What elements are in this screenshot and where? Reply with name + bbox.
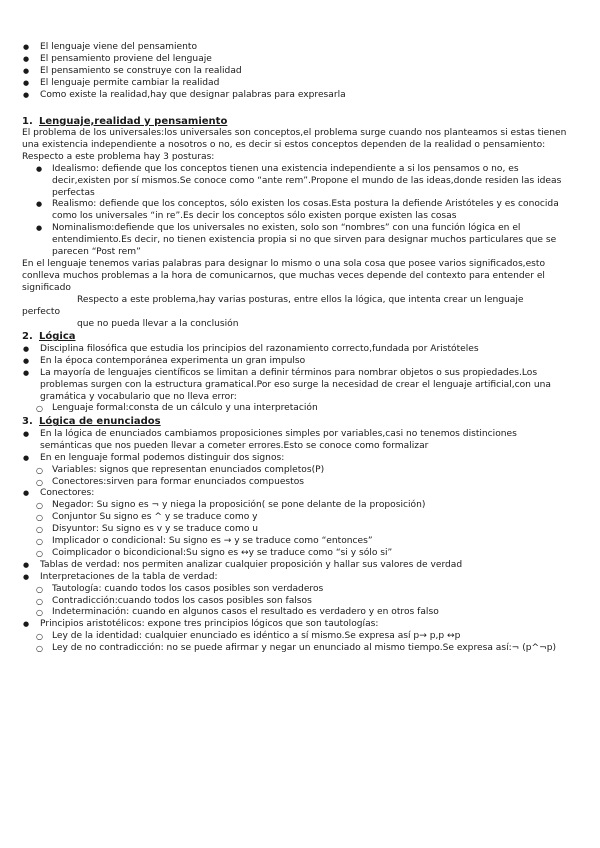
principle-item: ○ Ley de no contradicción: no se puede afirmar y negar un enunciado al mismo tiempo.Se expresa así:¬ (p^¬p) [22, 643, 570, 655]
intro-bullet: ● El lenguaje viene del pensamiento [22, 42, 570, 54]
signs-sub-item: ○ Variables: signos que representan enunciados completos(P) [22, 465, 570, 477]
language-paragraph: En el lenguaje tenemos varias palabras para designar lo mismo o una sola cosa que posee varios significados,esto conlleva muchos problemas a la hora de comunicarnos, que muchas veces depende del contexto para entender el significado [22, 259, 546, 293]
logic-bullet: ● En la época contemporánea experimenta un gran impulso [22, 356, 570, 368]
section-3-number: 3. [22, 416, 33, 428]
logic-bullet-list [22, 344, 570, 404]
section-3-heading [22, 416, 570, 429]
interpretation-item: ○ Tautología: cuando todos los casos posibles son verdaderos [22, 584, 570, 596]
enunciados-bullet: ● Tablas de verdad: nos permiten analizar cualquier proposición y hallar sus valores de verdad [22, 560, 570, 572]
section-3-title: Lógica de enunciados [39, 416, 161, 428]
posture-nominalismo: ● Nominalismo:defiende que los universales no existen, solo son “nombres” con una función lógica en el entendimiento.Es decir, no tienen existencia propia si no que sirven para designar muchos particulares que se parecen “Post rem” [22, 223, 570, 259]
principles-label: Principios aristotélicos: expone tres principios lógicos que son tautologías: [40, 619, 379, 630]
connector-item: ○ Implicador o condicional: Su signo es → y se traduce como “entonces” [22, 536, 570, 548]
section-2-heading [22, 331, 570, 344]
intro-bullet: ● El lenguaje permite cambiar la realidad [22, 78, 570, 90]
connectors-sub-list [22, 500, 570, 560]
logic-sub-list [22, 403, 570, 415]
logic-paragraph-line3: que no pueda llevar a la conclusión [77, 318, 239, 329]
posture-idealismo: ● Idealismo: defiende que los conceptos tienen una existencia independiente a si los pensamos o no, es decir,existen por sí mismos.Se conoce como “ante rem”.Propone el mundo de las ideas,donde residen las ideas perfectas [22, 164, 570, 200]
logic-paragraph-line1: Respecto a este problema,hay varias posturas, entre ellos la lógica, que intenta crear un lenguaje [77, 294, 524, 305]
interpretations-sub-list [22, 584, 570, 620]
connectors-label: Conectores: [40, 488, 95, 499]
interpretations-label: Interpretaciones de la tabla de verdad: [40, 571, 218, 582]
intro-bullet: ● El pensamiento proviene del lenguaje [22, 54, 570, 66]
interpretation-item: ○ Indeterminación: cuando en algunos casos el resultado es verdadero y en otros falso [22, 607, 570, 619]
section-2-number: 2. [22, 331, 33, 343]
section-1-title: Lenguaje,realidad y pensamiento [39, 115, 228, 127]
postures-list [22, 164, 570, 259]
postures-intro: Respecto a este problema hay 3 posturas: [22, 151, 215, 162]
enunciados-bullet [22, 453, 570, 489]
universals-paragraph: El problema de los universales:los universales son conceptos,el problema surge cuando nos planteamos si estas tienen una existencia independiente a nosotros o no, es decir si estos conceptos dependen de la realidad o pensamiento: [22, 128, 567, 150]
enunciados-bullet-list [22, 429, 570, 655]
logic-bullet: ● Disciplina filosófica que estudia los principios del razonamiento correcto,fundada por Aristóteles [22, 344, 570, 356]
intro-bullet: ● El pensamiento se construye con la realidad [22, 66, 570, 78]
intro-bullet: ● Como existe la realidad,hay que designar palabras para expresarla [22, 90, 570, 102]
signs-sub-item: ○ Conectores:sirven para formar enunciados compuestos [22, 477, 570, 489]
enunciados-bullet: ● En la lógica de enunciados cambiamos proposiciones simples por variables,casi no tenemos distinciones semánticas que nos pueden llevar a cometer errores.Esto se conoce como formalizar [22, 429, 570, 453]
principles-sub-list [22, 631, 570, 655]
principle-item: ○ Ley de la identidad: cualquier enunciado es idéntico a sí mismo.Se expresa así p→ p,p ↔p [22, 631, 570, 643]
enunciados-bullet [22, 619, 570, 655]
connector-item: ○ Negador: Su signo es ¬ y niega la proposición( se pone delante de la proposición) [22, 500, 570, 512]
enunciados-bullet [22, 488, 570, 559]
logic-paragraph-line2: perfecto [22, 306, 61, 317]
posture-realismo: ● Realismo: defiende que los conceptos, sólo existen los cosas.Esta postura la defiende Aristóteles y es conocida como los universales “in re”.Es decir los conceptos sólo existen porque existen las cosas [22, 199, 570, 223]
section-1-heading [22, 116, 570, 129]
signs-sub-list [22, 465, 570, 489]
interpretation-item: ○ Contradicción:cuando todos los casos posibles son falsos [22, 596, 570, 608]
connector-item: ○ Disyuntor: Su signo es v y se traduce como u [22, 524, 570, 536]
connector-item: ○ Coimplicador o bicondicional:Su signo es ↔y se traduce como “si y sólo si” [22, 548, 570, 560]
enunciados-bullet [22, 572, 570, 620]
logic-bullet: ● La mayoría de lenguajes científicos se limitan a definir términos para nombrar objetos o sus propiedades.Los problemas surgen con la estructura gramatical.Por eso surge la necesidad de crear el lenguaje artificial,con una gramática y vocabulario que no lleva error: [22, 368, 570, 404]
connector-item: ○ Conjuntor Su signo es ^ y se traduce como y [22, 512, 570, 524]
intro-bullet-list [22, 42, 570, 102]
formal-language-item: ○ Lenguaje formal:consta de un cálculo y una interpretación [22, 403, 570, 415]
section-1-number: 1. [22, 115, 33, 127]
section-2-title: Lógica [39, 331, 76, 343]
signs-label: En en lenguaje formal podemos distinguir dos signos: [40, 452, 285, 463]
